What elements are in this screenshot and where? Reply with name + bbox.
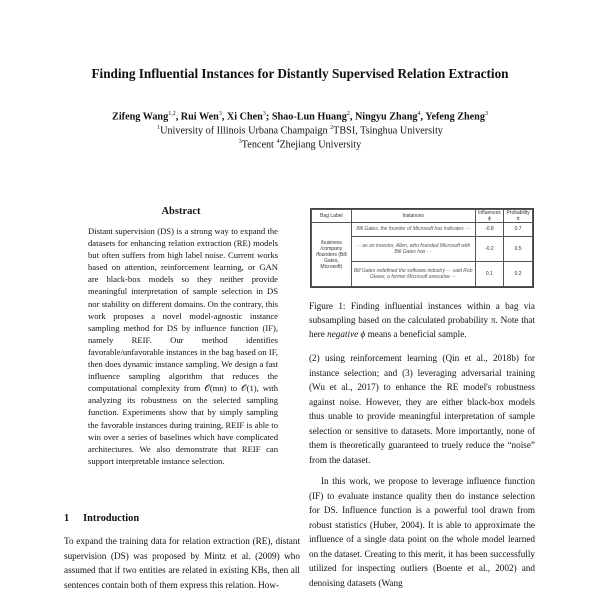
table-header: Bag Label <box>312 210 352 223</box>
section-number: 1 <box>64 513 70 524</box>
section-title: Introduction <box>83 513 140 524</box>
probability-cell: 0.7 <box>504 223 533 237</box>
author-sup: 2 <box>346 111 350 117</box>
author-list: Zifeng Wang$^{1,2}$, Rui Wen$^3$, Xi Chen$^3$; Shao-Lun Huang$^2$, Ningyu Zhang$^4$, Yefeng Zheng$^3$ <box>112 111 488 123</box>
author-name: Shao-Lun Huang <box>271 111 347 123</box>
instance-cell: Bill Gates redefined the software industry ··· said Rob Glaser, a former Microsoft executive ··· <box>351 261 475 286</box>
author-name: Zifeng Wang <box>112 111 169 123</box>
author-name: Yefeng Zheng <box>425 111 485 123</box>
table-header: Probability π <box>504 210 533 223</box>
author-name: Rui Wen <box>180 111 219 123</box>
table-header: Instances <box>351 210 475 223</box>
affiliation-4: Zhejiang University <box>279 139 362 151</box>
section-heading <box>64 513 153 524</box>
bag-label-cell: /business /company /founders (Bill Gates, Microsoft) <box>312 223 352 287</box>
author-sup: 3 <box>218 111 222 117</box>
influence-cell: 0.1 <box>475 261 504 286</box>
figure-caption: Figure 1: Finding influential instances within a bag via subsampling based on the calculated probability π. Note that here negative ϕ means a beneficial sample. <box>309 301 535 339</box>
author-sup: 3 <box>484 111 488 117</box>
abstract-text: Distant supervision (DS) is a strong way to expand the datasets for enhancing relation extraction (RE) models but often suffers from high label noise. Current works based on attention, reinforcement learning, or GAN are black-box models so they neither provide meaningful interpretation of sample selection in DS nor stability on different domains. On the contrary, this work proposes a novel model-agnostic instance sampling method for DS by influence function (IF), namely REIF. Our method identifies favorable/unfavorable instances in the bag based on IF, then does dynamic instance sampling. We design a fast influence sampling algorithm that reduces the computational complexity from 𝒪(mn) to 𝒪(1), with analyzing its robustness on the selected sampling function. Experiments show that by simply sampling the favorable instances during training, REIF is able to win over a series of baselines which have complicated architectures. We also demonstrate that REIF can support interpretable instance selection. <box>88 226 278 466</box>
affiliation-line-2: $^3$Tencent $^4$Zhejiang University <box>238 139 362 151</box>
author-sup: 4 <box>417 111 421 117</box>
intro-text: To expand the training data for relation extraction (RE), distant supervision (DS) was proposed by Mintz et al. (2009) who assumed that if two entities are related in existing KBs, then all sentences contain both of them express this relation. How- <box>64 536 300 590</box>
probability-cell: 0.2 <box>504 261 533 286</box>
author-sup: 1,2 <box>168 111 176 117</box>
instance-cell: ··· as an investor, Allen, who founded Microsoft with Bill Gates has ··· <box>351 236 475 261</box>
influence-cell: -0.2 <box>475 236 504 261</box>
affiliation-line-1: $^1$University of Illinois Urbana Champaign $^2$TBSI, Tsinghua University <box>157 125 443 137</box>
abstract-heading: Abstract <box>161 206 201 217</box>
table-header: Influences ϕ <box>475 210 504 223</box>
figure-table <box>310 208 534 288</box>
author-sup: 3 <box>262 111 266 117</box>
probability-cell: 0.5 <box>504 236 533 261</box>
affiliation-1: University of Illinois Urbana Champaign <box>160 125 331 137</box>
influence-cell: -0.8 <box>475 223 504 237</box>
affiliation-3: Tencent <box>241 139 277 151</box>
paragraph: In this work, we propose to leverage influence function (IF) to evaluate instance quality then do instance selection for DS. Influence function is a powerful tool drawn from robust statistics (Huber, 2004). It is able to approximate the influence of a single data point on the whole model learned on the dataset. Creating to this merit, it has been successfully utilized for inspecting outliers (Boente et al., 2002) and denoising datasets (Wang <box>309 476 535 588</box>
caption-emphasis: negative ϕ <box>327 329 366 339</box>
author-name: Xi Chen <box>226 111 263 123</box>
paragraph: (2) using reinforcement learning (Qin et al., 2018b) for instance selection; and (3) leveraging adversarial training (Wu et al., 2017) to enhance the RE model's robustness against noise. However, they are either black-box models thus unable to provide meaningful interpretation of sample selection or sensitive to datasets. More importantly, none of them is theoretically guaranteed to truely reduce the “noise” from the dataset. <box>309 353 535 465</box>
paper-title: Finding Influential Instances for Distantly Supervised Relation Extraction <box>91 66 509 81</box>
affiliation-2: TBSI, Tsinghua University <box>333 125 443 137</box>
right-column-text <box>309 351 535 590</box>
author-name: Ningyu Zhang <box>354 111 418 123</box>
instance-cell: Bill Gates, the founder of Microsoft has indicates ··· <box>351 223 475 237</box>
